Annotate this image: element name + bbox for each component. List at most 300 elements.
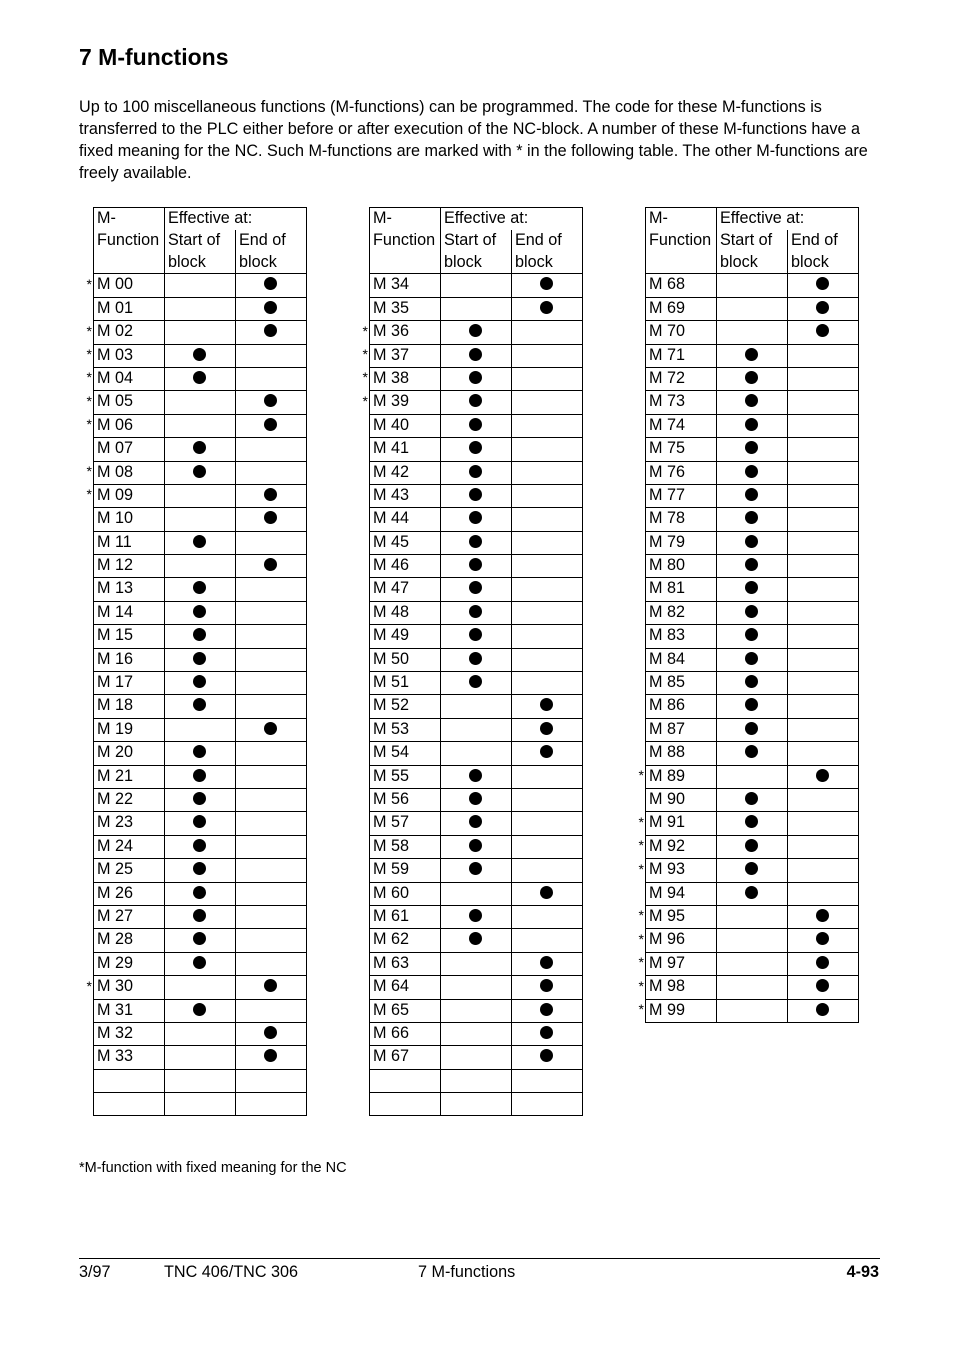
table-row: [78, 414, 307, 437]
function-code: M 76: [646, 461, 717, 484]
end-of-block-cell: [788, 976, 859, 999]
end-of-block-cell: [512, 321, 583, 344]
function-code: M 63: [370, 952, 441, 975]
start-of-block-cell: [717, 742, 788, 765]
effective-dot-icon: [745, 418, 758, 431]
start-of-block-cell: [717, 367, 788, 390]
effective-dot-icon: [264, 979, 277, 992]
table-row: [354, 695, 583, 718]
table-row: [78, 625, 307, 648]
start-of-block-cell: [165, 976, 236, 999]
end-of-block-cell: [788, 531, 859, 554]
effective-dot-icon: [816, 301, 829, 314]
end-of-block-cell: [236, 788, 307, 811]
effective-dot-icon: [745, 652, 758, 665]
start-of-block-cell: [441, 367, 512, 390]
table-row: [78, 601, 307, 624]
effective-dot-icon: [540, 745, 553, 758]
marker-empty: [630, 438, 646, 461]
effective-dot-icon: [816, 979, 829, 992]
marker-empty: [354, 1022, 370, 1045]
intro-paragraph: Up to 100 miscellaneous functions (M-functions) can be programmed. The code for these M-functions is transferred to the PLC either before or after execution of the NC-block. A number of these M-functions have a fixed meaning for the NC. Such M-functions are marked with * in the following table. The other M-functions are freely available.: [79, 98, 868, 182]
effective-dot-icon: [264, 511, 277, 524]
table-row: [354, 1022, 583, 1045]
function-code: M 39: [370, 391, 441, 414]
start-of-block-cell: [165, 672, 236, 695]
header-end-line1: End of: [791, 231, 838, 250]
effective-dot-icon: [745, 371, 758, 384]
function-code: M 44: [370, 508, 441, 531]
fixed-marker: *: [638, 907, 644, 924]
start-of-block-cell: [165, 367, 236, 390]
start-of-block-cell: [441, 414, 512, 437]
function-code: M 18: [94, 695, 165, 718]
table-row: [354, 742, 583, 765]
fixed-marker: *: [638, 977, 644, 994]
header-end-line2: block: [239, 252, 277, 271]
effective-dot-icon: [193, 932, 206, 945]
end-of-block-cell: [512, 648, 583, 671]
marker-empty: [630, 297, 646, 320]
start-of-block-cell: [165, 999, 236, 1022]
header-start-line2: block: [168, 252, 206, 271]
m-function-table-2: [354, 207, 583, 1116]
effective-dot-icon: [469, 441, 482, 454]
marker-empty: [78, 648, 94, 671]
end-of-block-cell: [236, 367, 307, 390]
page-title: 7 M-functions: [79, 44, 229, 70]
effective-dot-icon: [745, 698, 758, 711]
table-row: [354, 484, 583, 507]
table-row: [630, 882, 859, 905]
marker-empty: [78, 788, 94, 811]
end-of-block-cell: [788, 297, 859, 320]
table-row: [78, 695, 307, 718]
start-of-block-cell: [717, 999, 788, 1022]
effective-dot-icon: [745, 488, 758, 501]
effective-dot-icon: [469, 511, 482, 524]
marker-empty: [354, 812, 370, 835]
fixed-marker: *: [362, 346, 368, 363]
function-code: M 28: [94, 929, 165, 952]
end-of-block-cell: [512, 391, 583, 414]
function-code: M 20: [94, 742, 165, 765]
table-row: [354, 414, 583, 437]
marker-empty: [354, 859, 370, 882]
end-of-block-cell: [236, 484, 307, 507]
function-code: M 49: [370, 625, 441, 648]
end-of-block-cell: [512, 742, 583, 765]
end-of-block-cell: [788, 835, 859, 858]
effective-dot-icon: [469, 535, 482, 548]
effective-dot-icon: [745, 675, 758, 688]
function-code: M 86: [646, 695, 717, 718]
effective-dot-icon: [745, 839, 758, 852]
marker-empty: [78, 601, 94, 624]
start-of-block-cell: [165, 508, 236, 531]
start-of-block-cell: [717, 555, 788, 578]
end-of-block-cell: [512, 414, 583, 437]
effective-dot-icon: [264, 394, 277, 407]
marker-empty: [78, 625, 94, 648]
start-of-block-cell: [165, 1093, 236, 1116]
fixed-marker: *: [86, 416, 92, 433]
header-end-line2: block: [791, 252, 829, 271]
end-of-block-cell: [236, 882, 307, 905]
marker-empty: [354, 742, 370, 765]
end-of-block-cell: [512, 929, 583, 952]
marker-empty: [354, 905, 370, 928]
function-code: M 01: [94, 297, 165, 320]
function-code: M 09: [94, 484, 165, 507]
marker-empty: [354, 672, 370, 695]
effective-dot-icon: [469, 628, 482, 641]
effective-dot-icon: [540, 301, 553, 314]
effective-dot-icon: [469, 792, 482, 805]
marker-empty: [354, 648, 370, 671]
marker-empty: [78, 1022, 94, 1045]
start-of-block-cell: [717, 695, 788, 718]
end-of-block-cell: [236, 438, 307, 461]
header-start-line2: block: [444, 252, 482, 271]
effective-dot-icon: [469, 465, 482, 478]
start-of-block-cell: [165, 1046, 236, 1069]
marker-empty: [78, 438, 94, 461]
function-code: M 56: [370, 788, 441, 811]
function-code: M 74: [646, 414, 717, 437]
effective-dot-icon: [469, 371, 482, 384]
effective-dot-icon: [264, 722, 277, 735]
start-of-block-cell: [717, 788, 788, 811]
end-of-block-cell: [236, 765, 307, 788]
function-code: M 13: [94, 578, 165, 601]
fixed-marker: *: [362, 392, 368, 409]
start-of-block-cell: [165, 438, 236, 461]
marker-empty: [630, 742, 646, 765]
end-of-block-cell: [512, 672, 583, 695]
effective-dot-icon: [264, 488, 277, 501]
function-code: [370, 1069, 441, 1092]
effective-dot-icon: [193, 675, 206, 688]
table-row: [78, 882, 307, 905]
start-of-block-cell: [441, 882, 512, 905]
end-of-block-cell: [788, 695, 859, 718]
function-code: M 35: [370, 297, 441, 320]
table-row: [354, 531, 583, 554]
start-of-block-cell: [441, 601, 512, 624]
table-row: [78, 718, 307, 741]
start-of-block-cell: [717, 508, 788, 531]
start-of-block-cell: [717, 929, 788, 952]
end-of-block-cell: [788, 882, 859, 905]
function-code: M 62: [370, 929, 441, 952]
marker-empty: [630, 484, 646, 507]
start-of-block-cell: [165, 929, 236, 952]
end-of-block-cell: [788, 905, 859, 928]
table-row: [354, 625, 583, 648]
marker-empty: [630, 461, 646, 484]
end-of-block-cell: [512, 788, 583, 811]
table-row: [630, 414, 859, 437]
end-of-block-cell: [236, 555, 307, 578]
table-row: [78, 508, 307, 531]
effective-dot-icon: [264, 301, 277, 314]
marker-empty: [630, 391, 646, 414]
table-row: [630, 835, 859, 858]
start-of-block-cell: [717, 905, 788, 928]
function-code: M 72: [646, 367, 717, 390]
table-row: [354, 812, 583, 835]
start-of-block-cell: [717, 672, 788, 695]
end-of-block-cell: [788, 414, 859, 437]
end-of-block-cell: [512, 718, 583, 741]
marker-empty: [630, 788, 646, 811]
header-function-line1: M-: [97, 209, 116, 227]
effective-dot-icon: [193, 628, 206, 641]
marker-empty: [78, 835, 94, 858]
fixed-marker: *: [86, 322, 92, 339]
end-of-block-cell: [788, 555, 859, 578]
function-code: [94, 1093, 165, 1116]
start-of-block-cell: [165, 461, 236, 484]
start-of-block-cell: [165, 788, 236, 811]
end-of-block-cell: [236, 1069, 307, 1092]
marker-empty: [354, 788, 370, 811]
function-code: M 50: [370, 648, 441, 671]
function-code: M 19: [94, 718, 165, 741]
fixed-marker: *: [86, 463, 92, 480]
table-row: [630, 531, 859, 554]
function-code: M 42: [370, 461, 441, 484]
marker-empty: [78, 905, 94, 928]
table-row: [354, 672, 583, 695]
marker-empty: [78, 929, 94, 952]
marker-empty: [354, 578, 370, 601]
effective-dot-icon: [264, 558, 277, 571]
function-code: M 27: [94, 905, 165, 928]
header-function-line1: M-: [373, 209, 392, 227]
table-row: [354, 788, 583, 811]
table-row: [354, 578, 583, 601]
end-of-block-cell: [788, 952, 859, 975]
function-code: M 75: [646, 438, 717, 461]
marker-empty: [78, 1093, 94, 1116]
effective-dot-icon: [540, 1003, 553, 1016]
effective-dot-icon: [469, 605, 482, 618]
effective-dot-icon: [469, 862, 482, 875]
marker-empty: [630, 648, 646, 671]
function-code: M 31: [94, 999, 165, 1022]
start-of-block-cell: [165, 601, 236, 624]
function-code: M 17: [94, 672, 165, 695]
function-code: M 69: [646, 297, 717, 320]
end-of-block-cell: [788, 765, 859, 788]
table-row: [630, 999, 859, 1022]
marker-empty: [354, 1046, 370, 1069]
end-of-block-cell: [236, 391, 307, 414]
end-of-block-cell: [512, 1022, 583, 1045]
start-of-block-cell: [165, 812, 236, 835]
function-code: M 03: [94, 344, 165, 367]
fixed-marker: *: [86, 346, 92, 363]
effective-dot-icon: [469, 769, 482, 782]
table-row: [630, 484, 859, 507]
end-of-block-cell: [236, 812, 307, 835]
end-of-block-cell: [788, 274, 859, 297]
start-of-block-cell: [717, 297, 788, 320]
marker-empty: [78, 508, 94, 531]
table-row: [354, 438, 583, 461]
effective-dot-icon: [193, 535, 206, 548]
start-of-block-cell: [717, 625, 788, 648]
end-of-block-cell: [788, 718, 859, 741]
marker-empty: [78, 999, 94, 1022]
function-code: M 34: [370, 274, 441, 297]
function-code: M 10: [94, 508, 165, 531]
start-of-block-cell: [441, 1022, 512, 1045]
function-code: M 60: [370, 882, 441, 905]
marker-empty: [354, 484, 370, 507]
function-code: M 15: [94, 625, 165, 648]
function-code: M 97: [646, 952, 717, 975]
function-code: M 04: [94, 367, 165, 390]
start-of-block-cell: [441, 859, 512, 882]
table-row: [78, 765, 307, 788]
fixed-marker: *: [86, 275, 92, 292]
marker-empty: [630, 578, 646, 601]
marker-empty: [78, 297, 94, 320]
function-code: M 88: [646, 742, 717, 765]
start-of-block-cell: [717, 718, 788, 741]
table-row: [630, 578, 859, 601]
header-spacer: [630, 208, 646, 274]
marker-empty: [354, 835, 370, 858]
m-function-table-3: [630, 207, 859, 1023]
function-code: M 98: [646, 976, 717, 999]
effective-dot-icon: [745, 886, 758, 899]
function-code: M 57: [370, 812, 441, 835]
marker-empty: [630, 882, 646, 905]
table-row: [78, 1093, 307, 1116]
header-end: [236, 230, 307, 274]
marker-empty: [354, 882, 370, 905]
effective-dot-icon: [193, 769, 206, 782]
table-row: [78, 297, 307, 320]
header-function-line2: Function: [373, 230, 436, 249]
effective-dot-icon: [540, 722, 553, 735]
table-row: [630, 905, 859, 928]
end-of-block-cell: [788, 484, 859, 507]
fixed-marker: *: [638, 767, 644, 784]
fixed-marker: *: [638, 1001, 644, 1017]
table-row: [630, 788, 859, 811]
start-of-block-cell: [441, 1046, 512, 1069]
effective-dot-icon: [264, 418, 277, 431]
effective-dot-icon: [745, 465, 758, 478]
end-of-block-cell: [512, 952, 583, 975]
function-code: M 16: [94, 648, 165, 671]
marker-empty: [354, 952, 370, 975]
header-end-line1: End of: [515, 231, 562, 250]
header-effective: Effective at:: [441, 208, 583, 231]
start-of-block-cell: [441, 438, 512, 461]
marker-empty: [78, 531, 94, 554]
function-code: M 66: [370, 1022, 441, 1045]
effective-dot-icon: [193, 348, 206, 361]
function-code: M 65: [370, 999, 441, 1022]
function-code: M 02: [94, 321, 165, 344]
function-code: M 51: [370, 672, 441, 695]
table-row: [354, 1069, 583, 1092]
table-row: [630, 601, 859, 624]
header-start-line1: Start of: [168, 231, 221, 250]
function-code: M 73: [646, 391, 717, 414]
end-of-block-cell: [788, 788, 859, 811]
end-of-block-cell: [788, 461, 859, 484]
table-row: [630, 976, 859, 999]
function-code: M 45: [370, 531, 441, 554]
function-code: M 87: [646, 718, 717, 741]
function-code: M 99: [646, 999, 717, 1022]
start-of-block-cell: [441, 531, 512, 554]
end-of-block-cell: [236, 742, 307, 765]
function-code: M 82: [646, 601, 717, 624]
fixed-marker: *: [86, 392, 92, 409]
start-of-block-cell: [717, 859, 788, 882]
start-of-block-cell: [441, 765, 512, 788]
start-of-block-cell: [441, 578, 512, 601]
table-row: [354, 391, 583, 414]
end-of-block-cell: [236, 461, 307, 484]
end-of-block-cell: [236, 297, 307, 320]
table-row: [354, 952, 583, 975]
header-function: [370, 208, 441, 274]
table-row: [630, 555, 859, 578]
table-row: [354, 929, 583, 952]
start-of-block-cell: [165, 344, 236, 367]
end-of-block-cell: [236, 672, 307, 695]
marker-empty: [630, 274, 646, 297]
table-row: [630, 952, 859, 975]
function-code: M 11: [94, 531, 165, 554]
function-code: M 43: [370, 484, 441, 507]
start-of-block-cell: [717, 765, 788, 788]
table-row: [78, 929, 307, 952]
function-code: M 22: [94, 788, 165, 811]
footer-product: TNC 406/TNC 306: [164, 1263, 299, 1281]
function-code: M 37: [370, 344, 441, 367]
table-row: [78, 999, 307, 1022]
effective-dot-icon: [469, 348, 482, 361]
function-code: M 46: [370, 555, 441, 578]
function-code: M 95: [646, 905, 717, 928]
start-of-block-cell: [441, 999, 512, 1022]
start-of-block-cell: [717, 438, 788, 461]
table-row: [630, 438, 859, 461]
marker-empty: [354, 508, 370, 531]
end-of-block-cell: [788, 999, 859, 1022]
effective-dot-icon: [540, 1026, 553, 1039]
end-of-block-cell: [236, 508, 307, 531]
marker-empty: [630, 672, 646, 695]
table-row: [630, 297, 859, 320]
table-row: [78, 344, 307, 367]
table-row: [78, 367, 307, 390]
start-of-block-cell: [165, 952, 236, 975]
end-of-block-cell: [788, 742, 859, 765]
table-row: [78, 905, 307, 928]
start-of-block-cell: [165, 859, 236, 882]
